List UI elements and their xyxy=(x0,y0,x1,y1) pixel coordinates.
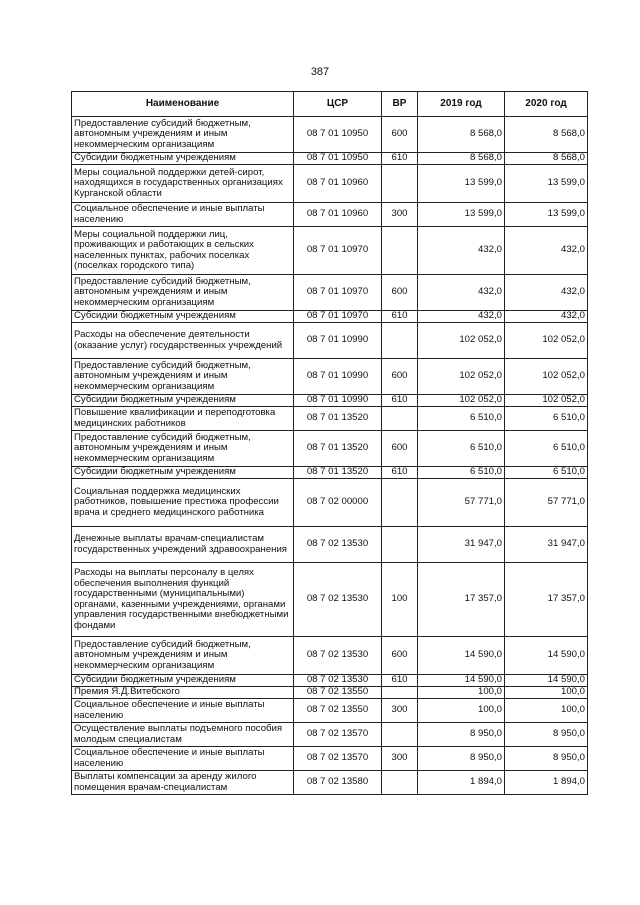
row-name-cell: Предоставление субсидий бюджетным, автономным учреждениям и иным некоммерческим организациям xyxy=(72,637,294,675)
row-2020-cell: 432,0 xyxy=(505,311,588,323)
row-name-cell: Повышение квалификации и переподготовка медицинских работников xyxy=(72,407,294,431)
table-header xyxy=(72,92,588,117)
row-name-cell: Расходы на выплаты персоналу в целях обеспечения выполнения функций государственными (муниципальными) органами, казенными учреждениями, органами управления государственными внебюджетными фондами xyxy=(72,563,294,637)
table-row xyxy=(72,479,588,527)
table-row xyxy=(72,637,588,675)
row-2019-cell: 102 052,0 xyxy=(418,395,505,407)
row-name-cell: Социальное обеспечение и иные выплаты населению xyxy=(72,699,294,723)
row-2020-cell: 31 947,0 xyxy=(505,527,588,563)
row-2019-cell: 6 510,0 xyxy=(418,431,505,467)
row-name-cell: Денежные выплаты врачам-специалистам государственных учреждений здравоохранения xyxy=(72,527,294,563)
row-csr-cell: 08 7 02 13570 xyxy=(294,747,382,771)
row-name-cell: Предоставление субсидий бюджетным, автономным учреждениям и иным некоммерческим организациям xyxy=(72,359,294,395)
page-number: 387 xyxy=(310,66,330,78)
row-vr-cell xyxy=(382,479,418,527)
table-row xyxy=(72,117,588,153)
row-vr-cell: 610 xyxy=(382,395,418,407)
row-vr-cell: 600 xyxy=(382,359,418,395)
row-2019-cell: 432,0 xyxy=(418,275,505,311)
row-2019-cell: 100,0 xyxy=(418,699,505,723)
row-2020-cell: 1 894,0 xyxy=(505,771,588,795)
row-csr-cell: 08 7 01 13520 xyxy=(294,467,382,479)
row-2020-cell: 8 950,0 xyxy=(505,747,588,771)
row-2019-cell: 432,0 xyxy=(418,227,505,275)
row-vr-cell xyxy=(382,407,418,431)
table-row xyxy=(72,203,588,227)
table-row xyxy=(72,675,588,687)
row-2019-cell: 13 599,0 xyxy=(418,165,505,203)
row-2019-cell: 8 568,0 xyxy=(418,117,505,153)
row-vr-cell: 610 xyxy=(382,153,418,165)
row-2019-cell: 102 052,0 xyxy=(418,359,505,395)
row-vr-cell: 610 xyxy=(382,675,418,687)
row-csr-cell: 08 7 02 13580 xyxy=(294,771,382,795)
row-name-cell: Субсидии бюджетным учреждениям xyxy=(72,311,294,323)
table-row xyxy=(72,323,588,359)
table-row xyxy=(72,771,588,795)
table-row xyxy=(72,467,588,479)
row-name-cell: Премия Я.Д.Витебского xyxy=(72,687,294,699)
row-name-cell: Социальное обеспечение и иные выплаты населению xyxy=(72,203,294,227)
row-2020-cell: 6 510,0 xyxy=(505,407,588,431)
row-vr-cell: 610 xyxy=(382,467,418,479)
row-name-cell: Предоставление субсидий бюджетным, автономным учреждениям и иным некоммерческим организациям xyxy=(72,431,294,467)
budget-table xyxy=(71,91,588,795)
table-row xyxy=(72,407,588,431)
row-2019-cell: 8 950,0 xyxy=(418,723,505,747)
row-vr-cell: 300 xyxy=(382,747,418,771)
row-2020-cell: 432,0 xyxy=(505,227,588,275)
header-row xyxy=(72,92,588,117)
row-2020-cell: 432,0 xyxy=(505,275,588,311)
table-row xyxy=(72,359,588,395)
row-2019-cell: 8 568,0 xyxy=(418,153,505,165)
row-csr-cell: 08 7 01 10990 xyxy=(294,359,382,395)
row-2019-cell: 432,0 xyxy=(418,311,505,323)
row-2019-cell: 17 357,0 xyxy=(418,563,505,637)
row-csr-cell: 08 7 01 10970 xyxy=(294,227,382,275)
row-csr-cell: 08 7 01 13520 xyxy=(294,407,382,431)
row-vr-cell xyxy=(382,165,418,203)
row-csr-cell: 08 7 02 13530 xyxy=(294,563,382,637)
row-name-cell: Субсидии бюджетным учреждениям xyxy=(72,153,294,165)
table-row xyxy=(72,563,588,637)
row-name-cell: Субсидии бюджетным учреждениям xyxy=(72,467,294,479)
row-2020-cell: 14 590,0 xyxy=(505,675,588,687)
row-csr-cell: 08 7 01 10960 xyxy=(294,203,382,227)
row-2020-cell: 14 590,0 xyxy=(505,637,588,675)
row-vr-cell: 600 xyxy=(382,117,418,153)
row-2020-cell: 17 357,0 xyxy=(505,563,588,637)
table-row xyxy=(72,275,588,311)
row-vr-cell xyxy=(382,323,418,359)
row-csr-cell: 08 7 01 10990 xyxy=(294,323,382,359)
row-name-cell: Меры социальной поддержки лиц, проживающих и работающих в сельских населенных пунктах, рабочих поселках (поселках городского типа) xyxy=(72,227,294,275)
row-2019-cell: 6 510,0 xyxy=(418,467,505,479)
row-vr-cell xyxy=(382,227,418,275)
row-name-cell: Меры социальной поддержки детей-сирот, находящихся в государственных организациях Курганской области xyxy=(72,165,294,203)
row-2019-cell: 1 894,0 xyxy=(418,771,505,795)
table-row xyxy=(72,153,588,165)
row-csr-cell: 08 7 01 13520 xyxy=(294,431,382,467)
row-csr-cell: 08 7 02 13570 xyxy=(294,723,382,747)
table-row xyxy=(72,687,588,699)
row-csr-cell: 08 7 01 10990 xyxy=(294,395,382,407)
row-csr-cell: 08 7 02 00000 xyxy=(294,479,382,527)
row-name-cell: Предоставление субсидий бюджетным, автономным учреждениям и иным некоммерческим организациям xyxy=(72,275,294,311)
row-2019-cell: 13 599,0 xyxy=(418,203,505,227)
row-name-cell: Выплаты компенсации за аренду жилого помещения врачам-специалистам xyxy=(72,771,294,795)
row-vr-cell: 600 xyxy=(382,637,418,675)
row-2020-cell: 8 568,0 xyxy=(505,153,588,165)
row-vr-cell xyxy=(382,723,418,747)
row-name-cell: Расходы на обеспечение деятельности (оказание услуг) государственных учреждений xyxy=(72,323,294,359)
row-2019-cell: 14 590,0 xyxy=(418,637,505,675)
row-vr-cell: 300 xyxy=(382,699,418,723)
table-row xyxy=(72,747,588,771)
row-2020-cell: 6 510,0 xyxy=(505,467,588,479)
row-name-cell: Социальная поддержка медицинских работников, повышение престижа профессии врача и среднего медицинского работника xyxy=(72,479,294,527)
row-csr-cell: 08 7 02 13550 xyxy=(294,699,382,723)
row-2020-cell: 13 599,0 xyxy=(505,203,588,227)
row-name-cell: Субсидии бюджетным учреждениям xyxy=(72,675,294,687)
table-row xyxy=(72,527,588,563)
row-csr-cell: 08 7 01 10970 xyxy=(294,311,382,323)
row-csr-cell: 08 7 02 13530 xyxy=(294,637,382,675)
row-2019-cell: 6 510,0 xyxy=(418,407,505,431)
row-2020-cell: 102 052,0 xyxy=(505,323,588,359)
row-vr-cell: 610 xyxy=(382,311,418,323)
row-vr-cell: 600 xyxy=(382,431,418,467)
table-body xyxy=(72,117,588,795)
row-2019-cell: 57 771,0 xyxy=(418,479,505,527)
row-csr-cell: 08 7 01 10950 xyxy=(294,153,382,165)
row-name-cell: Субсидии бюджетным учреждениям xyxy=(72,395,294,407)
row-vr-cell xyxy=(382,527,418,563)
table-row xyxy=(72,699,588,723)
row-vr-cell: 300 xyxy=(382,203,418,227)
row-csr-cell: 08 7 01 10960 xyxy=(294,165,382,203)
row-2020-cell: 8 950,0 xyxy=(505,723,588,747)
row-2020-cell: 6 510,0 xyxy=(505,431,588,467)
header-2019: 2019 год xyxy=(418,92,505,117)
table-row xyxy=(72,227,588,275)
row-vr-cell xyxy=(382,771,418,795)
row-vr-cell: 100 xyxy=(382,563,418,637)
header-vr: ВР xyxy=(382,92,418,117)
row-csr-cell: 08 7 01 10950 xyxy=(294,117,382,153)
table-row xyxy=(72,723,588,747)
row-2020-cell: 13 599,0 xyxy=(505,165,588,203)
row-2019-cell: 102 052,0 xyxy=(418,323,505,359)
row-vr-cell: 600 xyxy=(382,275,418,311)
row-2020-cell: 102 052,0 xyxy=(505,395,588,407)
row-2019-cell: 8 950,0 xyxy=(418,747,505,771)
row-name-cell: Предоставление субсидий бюджетным, автономным учреждениям и иным некоммерческим организациям xyxy=(72,117,294,153)
row-csr-cell: 08 7 02 13530 xyxy=(294,527,382,563)
table-row xyxy=(72,311,588,323)
header-2020: 2020 год xyxy=(505,92,588,117)
row-2020-cell: 100,0 xyxy=(505,687,588,699)
row-2019-cell: 100,0 xyxy=(418,687,505,699)
header-name: Наименование xyxy=(72,92,294,117)
header-csr: ЦСР xyxy=(294,92,382,117)
table-row xyxy=(72,431,588,467)
row-2020-cell: 102 052,0 xyxy=(505,359,588,395)
table-row xyxy=(72,395,588,407)
row-csr-cell: 08 7 02 13550 xyxy=(294,687,382,699)
row-2020-cell: 57 771,0 xyxy=(505,479,588,527)
table-row xyxy=(72,165,588,203)
row-2019-cell: 14 590,0 xyxy=(418,675,505,687)
row-name-cell: Социальное обеспечение и иные выплаты населению xyxy=(72,747,294,771)
row-2019-cell: 31 947,0 xyxy=(418,527,505,563)
row-vr-cell xyxy=(382,687,418,699)
row-2020-cell: 100,0 xyxy=(505,699,588,723)
row-2020-cell: 8 568,0 xyxy=(505,117,588,153)
row-csr-cell: 08 7 01 10970 xyxy=(294,275,382,311)
row-csr-cell: 08 7 02 13530 xyxy=(294,675,382,687)
row-name-cell: Осуществление выплаты подъемного пособия молодым специалистам xyxy=(72,723,294,747)
